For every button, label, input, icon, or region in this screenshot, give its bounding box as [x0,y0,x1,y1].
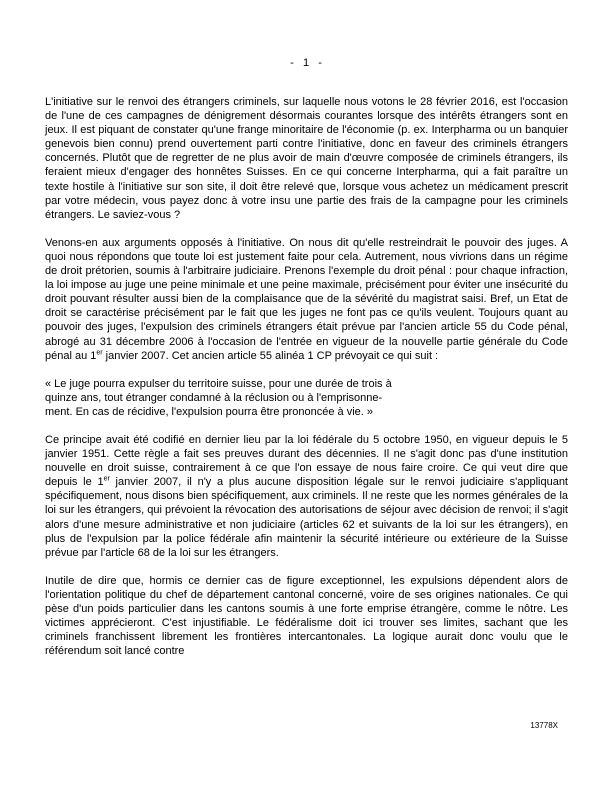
paragraph-principle-text-1: Ce principe avait été codifié en dernier lieu par la loi fédérale du 5 octobre 1950, en vigueur depuis le 5 janvier 1951. Cette règle a fait ses preuves durant des décennies. Il ne s'agit donc pas d'une institution nouvelle en droit suisse, contrairement à ce que l'on essaye de nous faire croire. Ce qui veut dire que depuis le 1 [45,433,568,489]
paragraph-conclusion: Inutile de dire que, hormis ce dernier cas de figure exceptionnel, les expulsions dépendent alors de l'orientation politique du chef de département cantonal concerné, voire de ses origines nationales. Ce qui pèse d'un poids particulier dans les cantons soumis à une forte emprise étrangère, comme le nôtre. Les victimes apprécieront. C'est injustifiable. Le fédéralisme doit ici trouver ses limites, sachant que les criminels franchissent librement les frontières intercantonales. La logique aurait donc voulu que le référendum soit lancé contre [45,574,568,658]
page-number: - 1 - [290,57,322,69]
paragraph-arguments [45,236,568,363]
ordinal-superscript-er: er [96,348,103,356]
quote-line-2: quinze ans, tout étranger condamné à la réclusion ou à l'emprisonne- [45,391,383,404]
footer-document-code: 13778X [530,721,558,730]
quote-line-1: « Le juge pourra expulser du territoire suisse, pour une durée de trois à [45,377,392,390]
paragraph-intro: L'initiative sur le renvoi des étrangers criminels, sur laquelle nous votons le 28 février 2016, est l'occasion de l'une de ces campagnes de dénigrement désormais courantes lorsque des intérêts étrangers sont en jeux. Il est piquant de constater qu'une frange minoritaire de l'économie (p. ex. Interpharma ou un banquier genevois bien connu) prend ouvertement parti contre l'initiative, donc en faveur des criminels étrangers concernés. Plutôt que de regretter de ne plus avoir de main d'œuvre composée de criminels étrangers, ils feraient mieux d'engager des honnêtes Suisses. En ce qui concerne Interpharma, qui a fait paraître un texte hostile à l'initiative sur son site, il doit être relevé que, lorsque vous achetez un médicament prescrit par votre médecin, vous payez donc à votre insu une partie des frais de la campagne pour les criminels étrangers. Le saviez-vous ? [45,96,568,221]
paragraph-arguments-text-1: Venons-en aux arguments opposés à l'initiative. On nous dit qu'elle restreindrait le pouvoir des juges. A quoi nous répondons que toute loi est justement faite pour cela. Autrement, nous vivrions dans un régime de droit prétorien, soumis à l'arbitraire judiciaire. Prenons l'exemple du droit pénal : pour chaque infraction, la loi impose au juge une peine minimale et une peine maximale, précisément pour éviter une insécurité du droit pouvant résulter aussi bien de la complaisance que de la sévérité du magistrat saisi. Bref, un Etat de droit se caractérise précisément par le fait que les juges ne font pas ce qu'ils veulent. Toujours quant au pouvoir des juges, l'expulsion des criminels étrangers était prévue par l'ancien article 55 du Code pénal, abrogé au 31 décembre 2006 à l'occasion de l'entrée en vigueur de la nouvelle partie générale du Code pénal au 1 [45,236,568,362]
quote-line-3: ment. En cas de récidive, l'expulsion pourra être prononcée à vie. » [45,405,374,418]
blockquote-article-55 [45,377,568,419]
ordinal-superscript-er-2: er [103,475,110,483]
paragraph-principle-text-2: janvier 2007, il n'y a plus aucune disposition légale sur le renvoi judiciaire s'appliquant spécifiquement, nous disons bien spécifiquement, aux criminels. Il ne reste que les normes générales de la loi sur les étrangers, qui prévoient la révocation des autorisations de séjour avec décision de renvoi; il s'agit alors d'une mesure administrative et non judiciaire (articles 62 et suivants de la loi sur les étrangers), en plus de l'expulsion par la police fédérale afin maintenir la sécurité intérieure ou extérieure de la Suisse prévue par l'article 68 de la loi sur les étrangers. [45,476,568,559]
paragraph-arguments-text-2: janvier 2007. Cet ancien article 55 alinéa 1 CP prévoyait ce qui suit : [102,349,439,362]
document-body [45,95,568,672]
paragraph-principle [45,433,568,560]
